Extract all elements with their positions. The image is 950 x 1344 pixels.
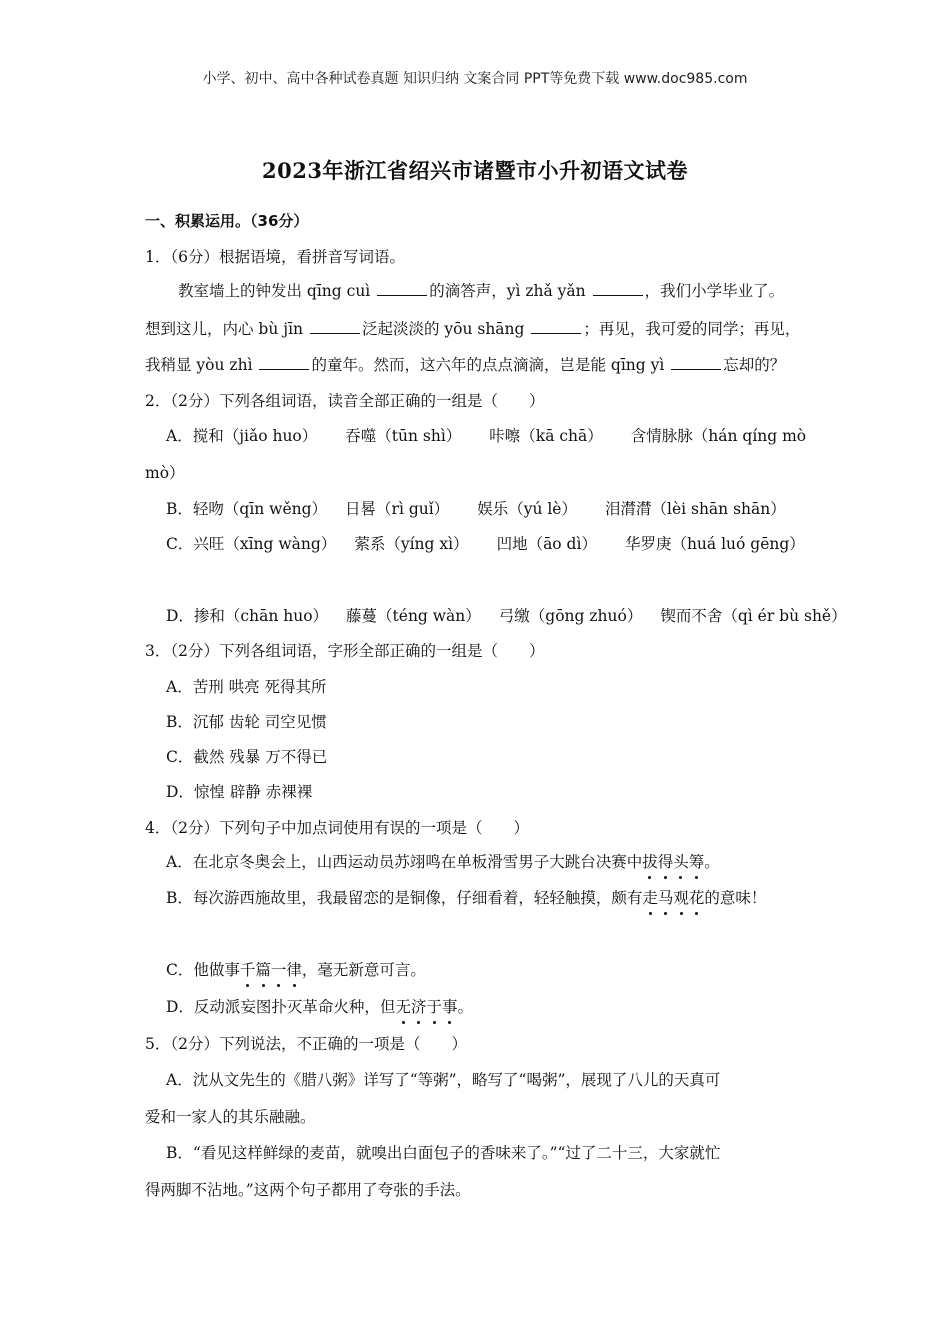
q2-option-a[interactable] xyxy=(166,425,806,447)
answer-blank[interactable] xyxy=(310,319,360,334)
option-part: 藤蔓（téng wàn） xyxy=(346,607,481,625)
option-part: 弓缴（gōng zhuó） xyxy=(498,607,643,625)
q1-line1 xyxy=(178,280,784,302)
option-part: D．掺和（chān huo） xyxy=(166,607,329,625)
q3-head: 3．（2分）下列各组词语，字形全部正确的一组是（ ） xyxy=(145,642,545,660)
q3-option-d[interactable]: D．惊惶 辟静 赤裸裸 xyxy=(166,783,313,801)
q5-option-a[interactable]: A．沈从文先生的《腊八粥》详写了“等粥”，略写了“喝粥”，展现了八儿的天真可 xyxy=(166,1071,721,1089)
q5-head: 5．（2分）下列说法，不正确的一项是（ ） xyxy=(145,1035,467,1053)
q2-option-d[interactable] xyxy=(166,605,847,627)
q1-head: 1．（6分）根据语境，看拼音写词语。 xyxy=(145,248,405,266)
q1-text: 的滴答声，yì zhǎ yǎn xyxy=(429,282,591,300)
option-text: ，毫无新意可言。 xyxy=(301,961,426,979)
q1-text: 泛起淡淡的 yōu shāng xyxy=(361,320,530,338)
q1-text: 想到这儿，内心 bù jīn xyxy=(145,320,308,338)
option-text: D．反动派妄图扑灭革命火种，但 xyxy=(166,998,396,1016)
dotted-word: 千篇一律 xyxy=(240,959,302,981)
q1-line3 xyxy=(145,354,785,376)
q4-option-c[interactable] xyxy=(166,959,426,981)
q1-text: ，我们小学毕业了。 xyxy=(644,282,785,300)
q2-head: 2．（2分）下列各组词语，读音全部正确的一组是（ ） xyxy=(145,392,545,410)
answer-blank[interactable] xyxy=(377,281,427,296)
option-text: B．每次游西施故里，我最留恋的是铜像，仔细看着，轻轻触摸，颇有 xyxy=(166,889,643,907)
option-text: 的意味！ xyxy=(704,889,767,907)
q5-option-a-cont: 爱和一家人的其乐融融。 xyxy=(145,1108,316,1126)
option-text: A．在北京冬奥会上，山西运动员苏翊鸣在单板滑雪男子大跳台决赛中 xyxy=(166,853,643,871)
option-part: 咔嚓（kā chā） xyxy=(489,427,603,445)
q2-option-a-cont: mò） xyxy=(145,464,185,482)
q1-text: ；再见，我可爱的同学；再见， xyxy=(583,320,801,338)
q2-option-b[interactable] xyxy=(166,498,786,520)
option-text: 。 xyxy=(704,853,720,871)
page-title: 2023年浙江省绍兴市诸暨市小升初语文试卷 xyxy=(262,158,688,183)
option-part: 锲而不舍（qì ér bù shě） xyxy=(660,607,847,625)
dotted-word: 走马观花 xyxy=(642,887,704,909)
answer-blank[interactable] xyxy=(259,355,309,370)
answer-blank[interactable] xyxy=(531,319,581,334)
section-heading: 一、积累运用。（36分） xyxy=(145,212,309,230)
dotted-word: 无济于事 xyxy=(395,996,457,1018)
answer-blank[interactable] xyxy=(671,355,721,370)
q3-option-c[interactable]: C．截然 残暴 万不得已 xyxy=(166,748,328,766)
option-part: A．搅和（jiǎo huo） xyxy=(166,427,318,445)
q5-option-b[interactable]: B．“看见这样鲜绿的麦苗，就嗅出白面包子的香味来了。”“过了二十三，大家就忙 xyxy=(166,1144,721,1162)
answer-blank[interactable] xyxy=(593,281,643,296)
option-text: C．他做事 xyxy=(166,961,240,979)
option-part: C．兴旺（xīng wàng） xyxy=(166,535,337,553)
q4-head: 4．（2分）下列句子中加点词使用有误的一项是（ ） xyxy=(145,819,529,837)
option-part: 萦系（yíng xì） xyxy=(354,535,469,553)
q4-option-d[interactable] xyxy=(166,996,473,1018)
option-part: 凹地（āo dì） xyxy=(496,535,597,553)
option-part: 华罗庚（huá luó gēng） xyxy=(624,535,805,553)
option-part: 吞噬（tūn shì） xyxy=(345,427,462,445)
option-part: 泪潸潸（lèi shān shān） xyxy=(604,500,786,518)
q1-text: 的童年。然而，这六年的点点滴滴，岂是能 qīng yì xyxy=(311,356,670,374)
q3-option-b[interactable]: B．沉郁 齿轮 司空见惯 xyxy=(166,713,327,731)
q1-text: 忘却的？ xyxy=(723,356,786,374)
q4-option-a[interactable] xyxy=(166,851,720,873)
option-part: 含情脉脉（hán qíng mò xyxy=(630,427,807,445)
q5-option-b-cont: 得两脚不沾地。”这两个句子都用了夸张的手法。 xyxy=(145,1181,471,1199)
option-part: 日晷（rì guǐ） xyxy=(345,500,450,518)
option-part: B．轻吻（qīn wěng） xyxy=(166,500,328,518)
dotted-word: 拔得头筹 xyxy=(642,851,704,873)
option-text: 。 xyxy=(457,998,473,1016)
q1-text: 教室墙上的钟发出 qīng cuì xyxy=(178,282,376,300)
q3-option-a[interactable]: A．苦刑 哄亮 死得其所 xyxy=(166,678,327,696)
q4-option-b[interactable] xyxy=(166,887,766,909)
q1-line2 xyxy=(145,318,800,340)
header-note: 小学、初中、高中各种试卷真题 知识归纳 文案合同 PPT等免费下载 www.doc985.com xyxy=(202,71,748,87)
q2-option-c[interactable] xyxy=(166,533,805,555)
q1-text: 我稍显 yòu zhì xyxy=(145,356,258,374)
option-part: 娱乐（yú lè） xyxy=(477,500,577,518)
